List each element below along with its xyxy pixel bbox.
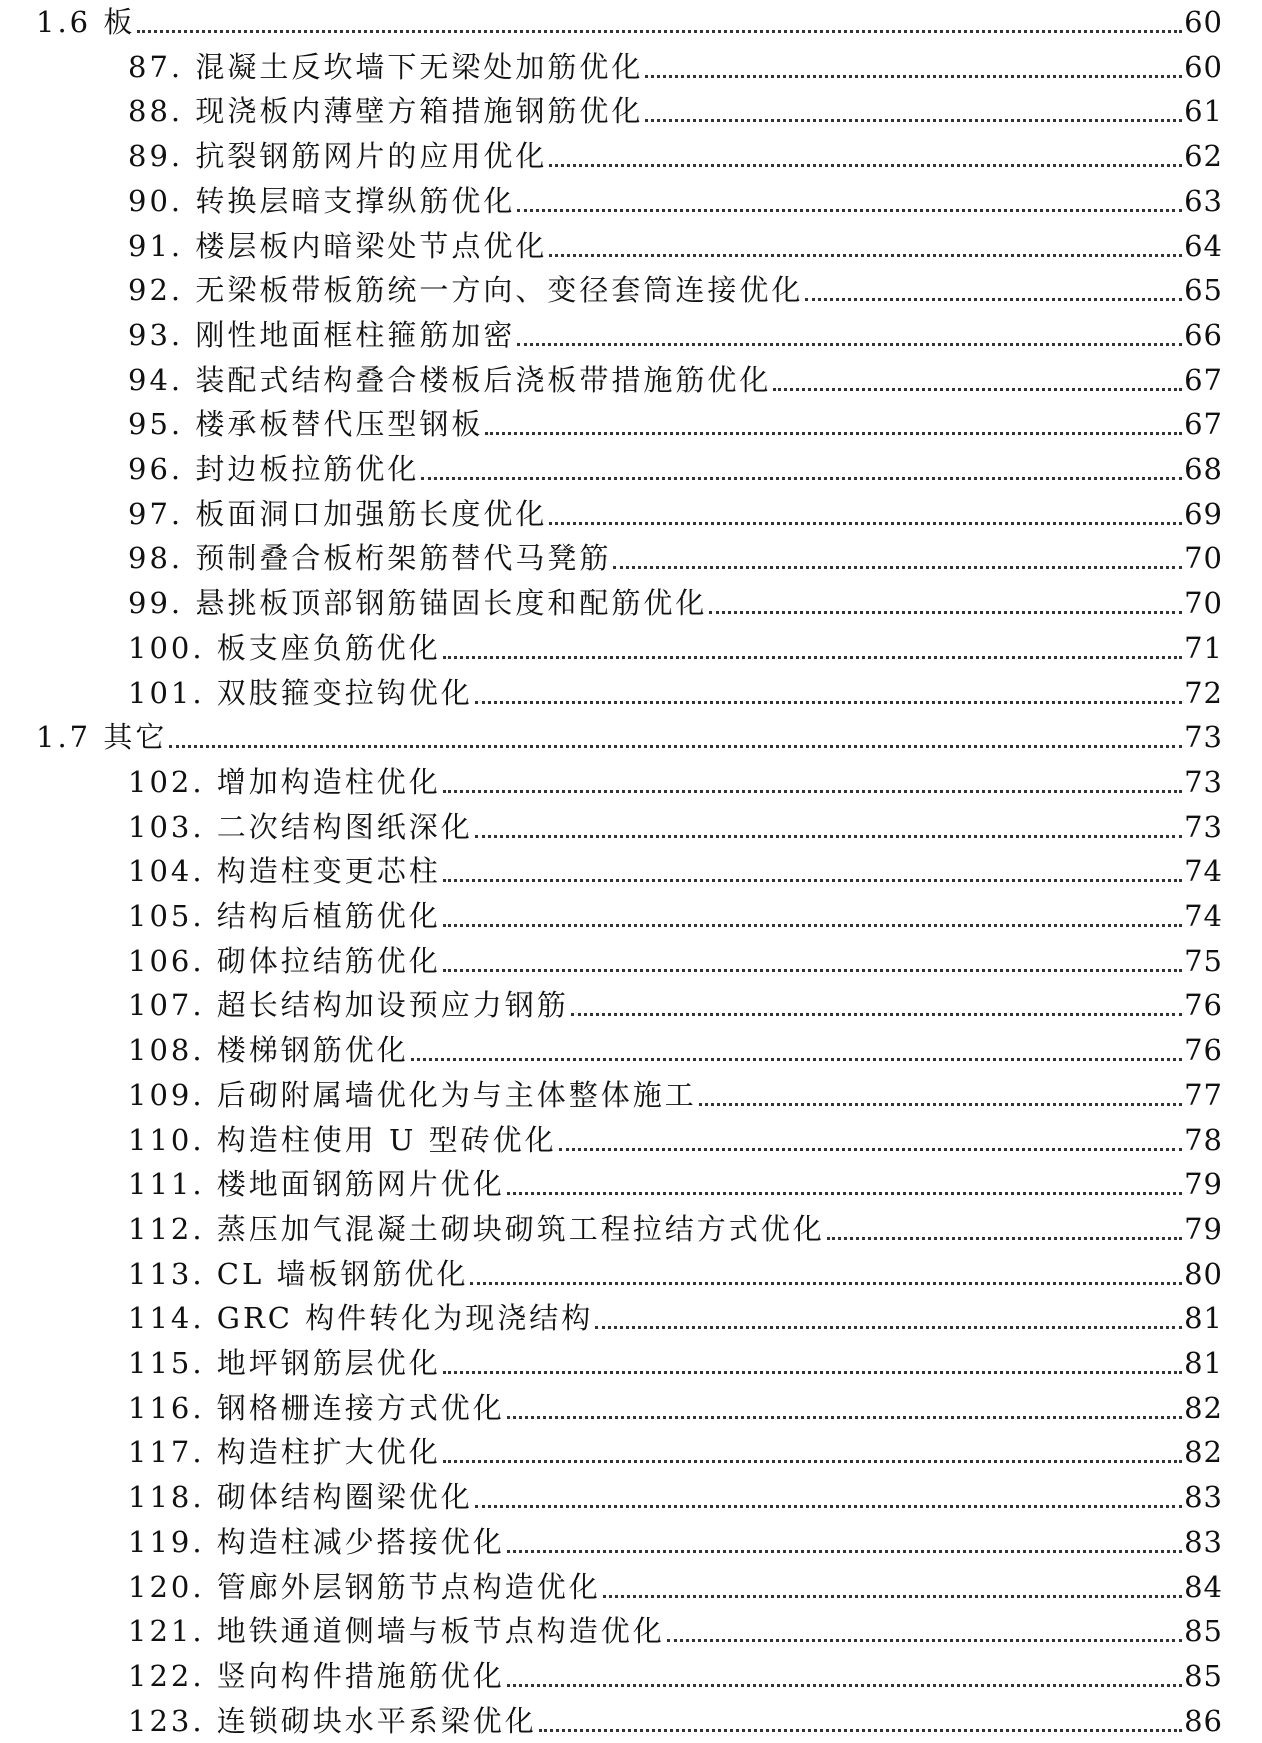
dot-leader — [667, 1629, 1182, 1642]
dot-leader — [645, 109, 1182, 122]
dot-leader — [603, 1585, 1182, 1598]
toc-entry-title: 107. 超长结构加设预应力钢筋 — [128, 988, 569, 1023]
toc-entry[interactable] — [128, 1609, 1223, 1653]
toc-entry-title: 119. 构造柱减少搭接优化 — [128, 1524, 505, 1559]
toc-entry-title: 103. 二次结构图纸深化 — [128, 809, 473, 844]
toc-entry-title: 92. 无梁板带板筋统一方向、变径套筒连接优化 — [128, 273, 804, 308]
toc-entry-title: 108. 楼梯钢筋优化 — [128, 1033, 409, 1068]
toc-entry-title: 109. 后砌附属墙优化为与主体整体施工 — [128, 1077, 697, 1112]
toc-entry-page-number: 70 — [1184, 586, 1223, 621]
toc-entry[interactable] — [128, 134, 1223, 178]
toc-entry-page-number: 83 — [1184, 1524, 1223, 1559]
toc-entry-title: 96. 封边板拉筋优化 — [128, 452, 420, 486]
toc-entry-page-number: 67 — [1184, 362, 1223, 397]
toc-entry[interactable] — [128, 939, 1223, 983]
toc-entry-page-number: 77 — [1184, 1077, 1223, 1112]
dot-leader — [507, 1406, 1182, 1419]
toc-entry[interactable] — [128, 805, 1223, 849]
dot-leader — [571, 1003, 1182, 1016]
toc-entry-page-number: 67 — [1184, 407, 1223, 442]
toc-entry-page-number: 76 — [1184, 1033, 1223, 1068]
toc-entry-page-number: 75 — [1184, 943, 1223, 978]
dot-leader — [443, 1361, 1182, 1374]
toc-entry-title: 120. 管廊外层钢筋节点构造优化 — [128, 1569, 601, 1604]
dot-leader — [443, 914, 1182, 927]
toc-entry[interactable] — [128, 1207, 1223, 1251]
toc-entry-page-number: 86 — [1184, 1703, 1223, 1738]
toc-entry[interactable] — [128, 358, 1223, 402]
toc-entry[interactable] — [128, 492, 1223, 536]
toc-entry-page-number: 72 — [1184, 675, 1223, 710]
toc-entry-page-number: 81 — [1184, 1301, 1223, 1336]
toc-entry-title: 113. CL 墙板钢筋优化 — [128, 1256, 469, 1291]
dot-leader — [549, 244, 1182, 257]
toc-entry-title: 123. 连锁砌块水平系梁优化 — [128, 1703, 537, 1738]
toc-entry-page-number: 73 — [1184, 720, 1223, 755]
toc-entry[interactable] — [128, 313, 1223, 357]
dot-leader — [595, 1316, 1182, 1329]
dot-leader — [443, 959, 1182, 972]
dot-leader — [773, 378, 1182, 391]
dot-leader — [699, 1093, 1182, 1106]
dot-leader — [475, 825, 1182, 838]
toc-entry-page-number: 80 — [1184, 1256, 1223, 1291]
toc-entry[interactable] — [128, 1654, 1223, 1698]
toc-entry[interactable] — [128, 894, 1223, 938]
dot-leader — [507, 1540, 1182, 1553]
toc-entry-title: 106. 砌体拉结筋优化 — [128, 943, 441, 978]
dot-leader — [549, 512, 1182, 525]
toc-entry[interactable] — [128, 1252, 1223, 1296]
toc-entry-title: 97. 板面洞口加强筋长度优化 — [128, 496, 548, 531]
toc-entry-page-number: 84 — [1184, 1569, 1223, 1604]
dot-leader — [549, 154, 1182, 167]
toc-entry-page-number: 71 — [1184, 630, 1223, 665]
toc-entry-page-number: 66 — [1184, 317, 1223, 352]
dot-leader — [539, 1719, 1182, 1732]
toc-entry[interactable] — [128, 581, 1223, 625]
toc-entry-title: 105. 结构后植筋优化 — [128, 899, 441, 933]
toc-entry-page-number: 70 — [1184, 541, 1223, 576]
toc-entry-title: 114. GRC 构件转化为现浇结构 — [128, 1301, 594, 1336]
toc-entry-title: 101. 双肢箍变拉钩优化 — [128, 675, 473, 710]
toc-entry-page-number: 85 — [1184, 1614, 1223, 1649]
toc-entry[interactable] — [128, 1475, 1223, 1519]
toc-entry-title: 121. 地铁通道侧墙与板节点构造优化 — [128, 1614, 665, 1649]
toc-entry[interactable] — [128, 1073, 1223, 1117]
toc-entry-page-number: 60 — [1184, 5, 1223, 39]
dot-leader — [137, 20, 1182, 33]
dot-leader — [559, 1138, 1182, 1151]
dot-leader — [443, 780, 1182, 793]
toc-entry-page-number: 65 — [1184, 273, 1223, 308]
toc-entry-page-number: 83 — [1184, 1480, 1223, 1515]
toc-entry[interactable] — [128, 1118, 1223, 1162]
toc-entry[interactable] — [128, 1028, 1223, 1072]
dot-leader — [411, 1048, 1182, 1061]
toc-entry-page-number: 76 — [1184, 988, 1223, 1023]
toc-entry-page-number: 63 — [1184, 183, 1223, 218]
dot-leader — [443, 646, 1182, 659]
toc-entry-title: 112. 蒸压加气混凝土砌块砌筑工程拉结方式优化 — [128, 1211, 825, 1246]
toc-entry-page-number: 73 — [1184, 809, 1223, 844]
toc-entry-page-number: 68 — [1184, 452, 1223, 486]
dot-leader — [517, 199, 1182, 212]
dot-leader — [805, 288, 1182, 301]
dot-leader — [517, 333, 1182, 346]
toc-entry[interactable] — [128, 1162, 1223, 1206]
toc-entry-title: 117. 构造柱扩大优化 — [128, 1435, 441, 1470]
toc-entry[interactable] — [128, 1341, 1223, 1385]
toc-section-entry[interactable] — [36, 715, 1223, 759]
toc-entry-page-number: 85 — [1184, 1658, 1223, 1693]
dot-leader — [485, 422, 1182, 435]
toc-entry[interactable] — [128, 447, 1223, 491]
dot-leader — [169, 735, 1182, 748]
toc-entry[interactable] — [128, 760, 1223, 804]
dot-leader — [443, 869, 1182, 882]
dot-leader — [613, 556, 1182, 569]
dot-leader — [827, 1227, 1182, 1240]
toc-entry[interactable] — [128, 626, 1223, 670]
dot-leader — [475, 1495, 1182, 1508]
toc-entry-page-number: 79 — [1184, 1167, 1223, 1202]
toc-entry[interactable] — [128, 402, 1223, 446]
toc-entry-title: 93. 刚性地面框柱箍筋加密 — [128, 317, 516, 352]
toc-entry[interactable] — [128, 268, 1223, 312]
toc-entry-title: 115. 地坪钢筋层优化 — [128, 1346, 441, 1380]
toc-entry-title: 122. 竖向构件措施筋优化 — [128, 1658, 505, 1693]
toc-entry-title: 98. 预制叠合板桁架筋替代马凳筋 — [128, 541, 612, 576]
toc-entry[interactable] — [128, 1520, 1223, 1564]
toc-entry[interactable] — [128, 1699, 1223, 1743]
toc-entry-page-number: 69 — [1184, 496, 1223, 531]
toc-entry[interactable] — [128, 89, 1223, 133]
toc-entry-title: 110. 构造柱使用 U 型砖优化 — [128, 1122, 557, 1157]
toc-entry-title: 118. 砌体结构圈梁优化 — [128, 1480, 473, 1515]
toc-entry-title: 111. 楼地面钢筋网片优化 — [128, 1167, 505, 1202]
toc-entry-title: 87. 混凝土反坎墙下无梁处加筋优化 — [128, 49, 644, 84]
toc-entry-title: 104. 构造柱变更芯柱 — [128, 854, 441, 889]
dot-leader — [645, 65, 1182, 78]
toc-entry-page-number: 79 — [1184, 1211, 1223, 1246]
toc-entry[interactable] — [128, 1296, 1223, 1340]
toc-entry[interactable] — [128, 179, 1223, 223]
toc-entry[interactable] — [128, 849, 1223, 893]
toc-entry-page-number: 81 — [1184, 1346, 1223, 1380]
toc-entry[interactable] — [128, 1565, 1223, 1609]
toc-entry-title: 90. 转换层暗支撑纵筋优化 — [128, 183, 516, 218]
toc-entry[interactable] — [128, 983, 1223, 1027]
toc-entry[interactable] — [128, 1430, 1223, 1474]
toc-entry-page-number: 64 — [1184, 228, 1223, 263]
toc-entry-title: 94. 装配式结构叠合楼板后浇板带措施筋优化 — [128, 362, 772, 397]
toc-entry-page-number: 61 — [1184, 94, 1223, 129]
toc-entry-title: 88. 现浇板内薄壁方箱措施钢筋优化 — [128, 94, 644, 129]
toc-entry-page-number: 60 — [1184, 49, 1223, 84]
dot-leader — [507, 1674, 1182, 1687]
toc-entry-title: 116. 钢格栅连接方式优化 — [128, 1390, 505, 1425]
dot-leader — [421, 467, 1182, 480]
dot-leader — [507, 1182, 1182, 1195]
toc-entry-title: 1.6 板 — [36, 5, 136, 39]
dot-leader — [470, 1272, 1182, 1285]
dot-leader — [709, 601, 1182, 614]
toc-entry-title: 89. 抗裂钢筋网片的应用优化 — [128, 139, 548, 174]
toc-entry-title: 1.7 其它 — [36, 720, 168, 755]
toc-section-entry[interactable] — [36, 0, 1223, 44]
toc-entry[interactable] — [128, 224, 1223, 268]
toc-entry-page-number: 78 — [1184, 1122, 1223, 1157]
toc-entry[interactable] — [128, 1386, 1223, 1430]
toc-entry[interactable] — [128, 45, 1223, 89]
toc-entry-page-number: 82 — [1184, 1435, 1223, 1470]
toc-entry-title: 95. 楼承板替代压型钢板 — [128, 407, 484, 442]
toc-entry-page-number: 73 — [1184, 764, 1223, 799]
dot-leader — [443, 1450, 1182, 1463]
toc-entry[interactable] — [128, 671, 1223, 715]
toc-entry-title: 102. 增加构造柱优化 — [128, 764, 441, 799]
toc-entry-title: 100. 板支座负筋优化 — [128, 630, 441, 665]
dot-leader — [475, 691, 1182, 704]
toc-entry-title: 99. 悬挑板顶部钢筋锚固长度和配筋优化 — [128, 586, 708, 621]
toc-entry-page-number: 74 — [1184, 854, 1223, 889]
toc-entry-page-number: 74 — [1184, 899, 1223, 933]
toc-entry-page-number: 62 — [1184, 139, 1223, 174]
toc-entry-page-number: 82 — [1184, 1390, 1223, 1425]
toc-entry[interactable] — [128, 536, 1223, 580]
toc-entry-title: 91. 楼层板内暗梁处节点优化 — [128, 228, 548, 263]
